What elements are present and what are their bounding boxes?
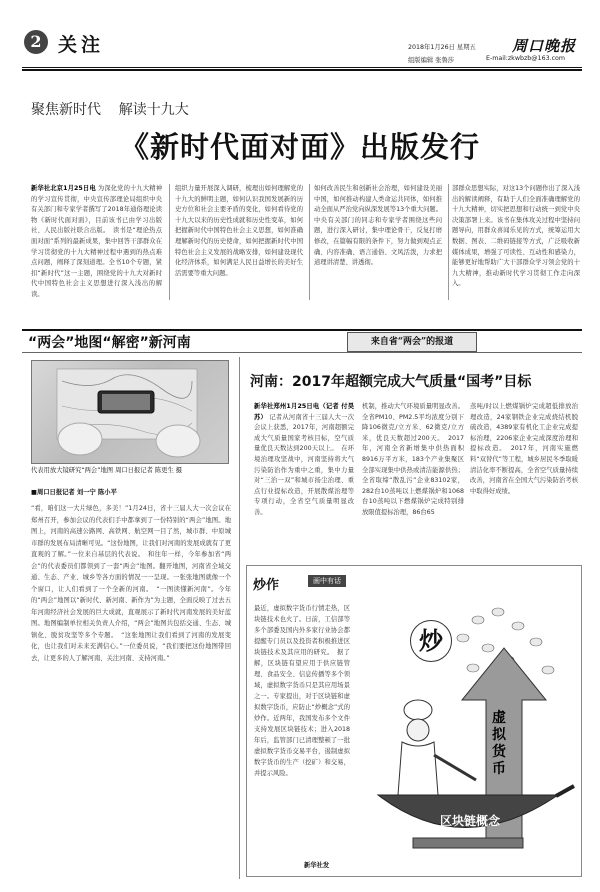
story4-credit: 新华社发 [304,862,330,869]
photo-caption: 代表用放大镜研究“两会”地图 周口日报记者 陈更生 摄 [31,467,183,474]
cartoon-illustration [358,590,576,872]
story3-dateline: 新华社郑州1月25日电（记者 付昊苏） [254,403,354,421]
column-divider [239,357,240,879]
story3-column-1 [254,402,354,520]
map-photo [31,360,229,464]
story1-column-1 [31,184,162,300]
story1-column-3: 如何改善民生和创新社会治理，如何建设美丽中国，如何推动构建人类命运共同体，如何推动全面从严治党向纵深发展等13个重大问题。中央有关部门的同志和专家学者围绕这些问题，进行深入研讨，集中理论骨干，反复打磨修改，在篇幅有限的条件下，努力做到观点正确、内容准确、语言通俗、文风活泼，力求把道理讲清楚、讲透彻。 [314,185,442,267]
story1-dateline: 新华社北京1月25日电 [31,185,96,192]
paper-logo: 周口晚报 [512,37,577,55]
header-editor: 组版编辑 张鲁莎 [408,57,455,64]
story1-column-2: 组织力量开展深入调研，梳理出如何理解党的十九大的鲜明主题，如何认识我国发展新的历史方位和社会主要矛盾的变化，如何看待党的十九大以来的历史性成就和历史性变革，如何把握新时代中国特色社会主义思想，如何准确理解新时代的历史使命，如何把握新时代中国特色社会主义发展的战略安排，如何建设现代化经济体系，如何满足人民日益增长的美好生活需要等重大问题。 [175,185,303,277]
story3-column-1-text: 记者从河南省十三届人大一次会议上获悉，2017年，河南超额完成大气质量国家考核目标，空气质量优良天数达到200天以上。 在环境治理攻坚战中，河南坚持将大气污染防治作为重中之重，集中力量对“三治一双”和城市扬尘治理、重点行业提标改造，开展散煤治理等专项行动，全省空气质量明显改善。 [254,413,354,516]
story2-section-title: “两会”地图“解密”新河南 [28,335,191,351]
story4-title: 炒作 [253,578,280,593]
page-number-badge: 2 [24,30,48,54]
header-rule [22,67,582,68]
story2-body: “看，咱们这一大片绿色，多美！”1月24日，省十三届人大一次会议在郑州召开，参加会议的代表们手中都拿到了一份特别的“两会”地图。地图上，河南的高速公路网、高铁网、航空网一目了然，城市群、中原城市群的发展布局清晰可见。“这份地图，让我们对河南的发展成就有了更直观的了解。”一位来自基层的代表说。 和往年一样，今年参加省“两会”的代表委员们都领到了一套“两会”地图。翻开地图，河南省全域交通、生态、产业、城乡等各方面的情况一一呈现。一张张地图就像一个个窗口，让人们看到了一个全新的河南。 “一图读懂新河南”。今年的“两会”地图以“新时代、新河南、新作为”为主题，全面反映了过去五年河南经济社会发展的巨大成就，直观展示了新时代河南发展的美好蓝图。地图编制单位相关负责人介绍，“两会”地图共包括交通、生态、城镇化、脱贫攻坚等多个专题。 “这张地图让我们看到了河南的发展变化，也让我们对未来充满信心。”一位委员说，“我们要把这份地图带回去，让更多的人了解河南、关注河南、支持河南。” [31,505,231,662]
cartoon-currency-label: 虚拟货币 [492,710,506,777]
story1-column-4: 部群众思想实际，对这13个问题作出了深入浅出的解读阐释，有助于人们全面准确理解党的十九大精神，切实把思想和行动统一到党中央决策部署上来。该书在集体攻关过程中坚持问题导向，用群众喜闻乐见的方式，统筹运用大数据、图表、二维码链接等方式，广泛吸收新媒体成果，增强了可读性、互动性和感染力，能够更好地帮助广大干部群众学习领会党的十九大精神，推动新时代学习贯彻工作走向深入。 [452,185,580,288]
story2-top-rule [22,329,582,331]
story4-badge: 画中有话 [308,575,346,587]
story3-column-2: 机制，推动大气环境质量明显改善。全省PM10、PM2.5平均浓度分别下降106微克/立方米、62微克/立方米，优良天数超过200天。 2017年，河南全省新增集中供热面积8916万平方米，183个产业集聚区全部实现集中供热或清洁能源供热；全省取缔“散乱污”企业83102家，282台10蒸吨以上燃煤锅炉和1068台10蒸吨以下燃煤锅炉完成特别排放限值提标治理，86台65 [362,403,464,516]
header-email: E-mail:zkwbzb@163.com [486,55,566,62]
story2-byline: ■周口日报记者 刘一宁 陈小平 [31,489,117,496]
column-divider [448,184,449,300]
map-photo-illustration [32,361,228,463]
cartoon [358,590,576,872]
story3-headline: 河南：2017年超额完成大气质量“国考”目标 [250,374,532,390]
story1-column-1-text: 为深化党的十九大精神的学习宣传贯彻，中央宣传部理论局组织中央有关部门和专家学者撰写了2018年通俗理论读物《新时代面对面》，目前该书已由学习出版社、人民出版社联合出版。 读书是“理论热点面对面”系列的最新成果，集中回答干部群众在学习贯彻党的十九大精神过程中遇到的热点难点问题，阐释了深刻道理。全书10个专题，紧扣“新时代”这一主题，围绕党的十九大对新时代中国特色社会主义思想进行深入浅出的解读。 [31,185,162,298]
header-rule-thick [22,69,582,71]
story3-column-3: 蒸吨/时以上燃煤锅炉完成超低排放治理改造，24家钢铁企业完成烧结机脱硫改造，4389家有机化工企业完成提标治理，2206家企业完成深度治理和提标改造。 2017年，河南实施燃料“双替代”等工程，城乡居民冬季取暖清洁化率不断提高，全省空气质量持续改善，河南省在全国大气污染防治考核中取得好成绩。 [470,403,578,495]
story2-badge: 来自省“两会”的报道 [347,332,477,352]
column-divider [309,184,310,300]
story2-underline [22,352,582,353]
story1-kicker: 聚焦新时代 解读十九大 [31,102,189,118]
column-divider [169,184,170,300]
section-title: 关注 [58,34,105,56]
header-date: 2018年1月26日 星期五 [408,44,476,51]
cartoon-chao-bubble: 炒 [410,620,452,662]
cartoon-blockchain-label: 区块链概念 [439,814,500,828]
story1-headline: 《新时代面对面》出版发行 [119,130,480,164]
story4-body: 最近，虚拟数字货币行情走热，区块链技术也火了。日前，工信部等多个部委及国内外多家行业协会都提醒专门员以及投资者积极推进区块链技术及其应用的研究。 据了解，区块链有望应用于供应链管理、食品安全、信息传播等多个领域，虚拟数字货币只是其应用场景之一。专家提出，对于区块链和虚拟数字货币，应防止“炒概念”式的炒作。近两年，我国发布多个文件支持发展区块链技术；进入2018年后，监管部门已清理整顿了一批虚拟数字货币交易平台，遏制虚拟数字货币的生产（挖矿）和交易，并提示风险。 [254,605,350,777]
